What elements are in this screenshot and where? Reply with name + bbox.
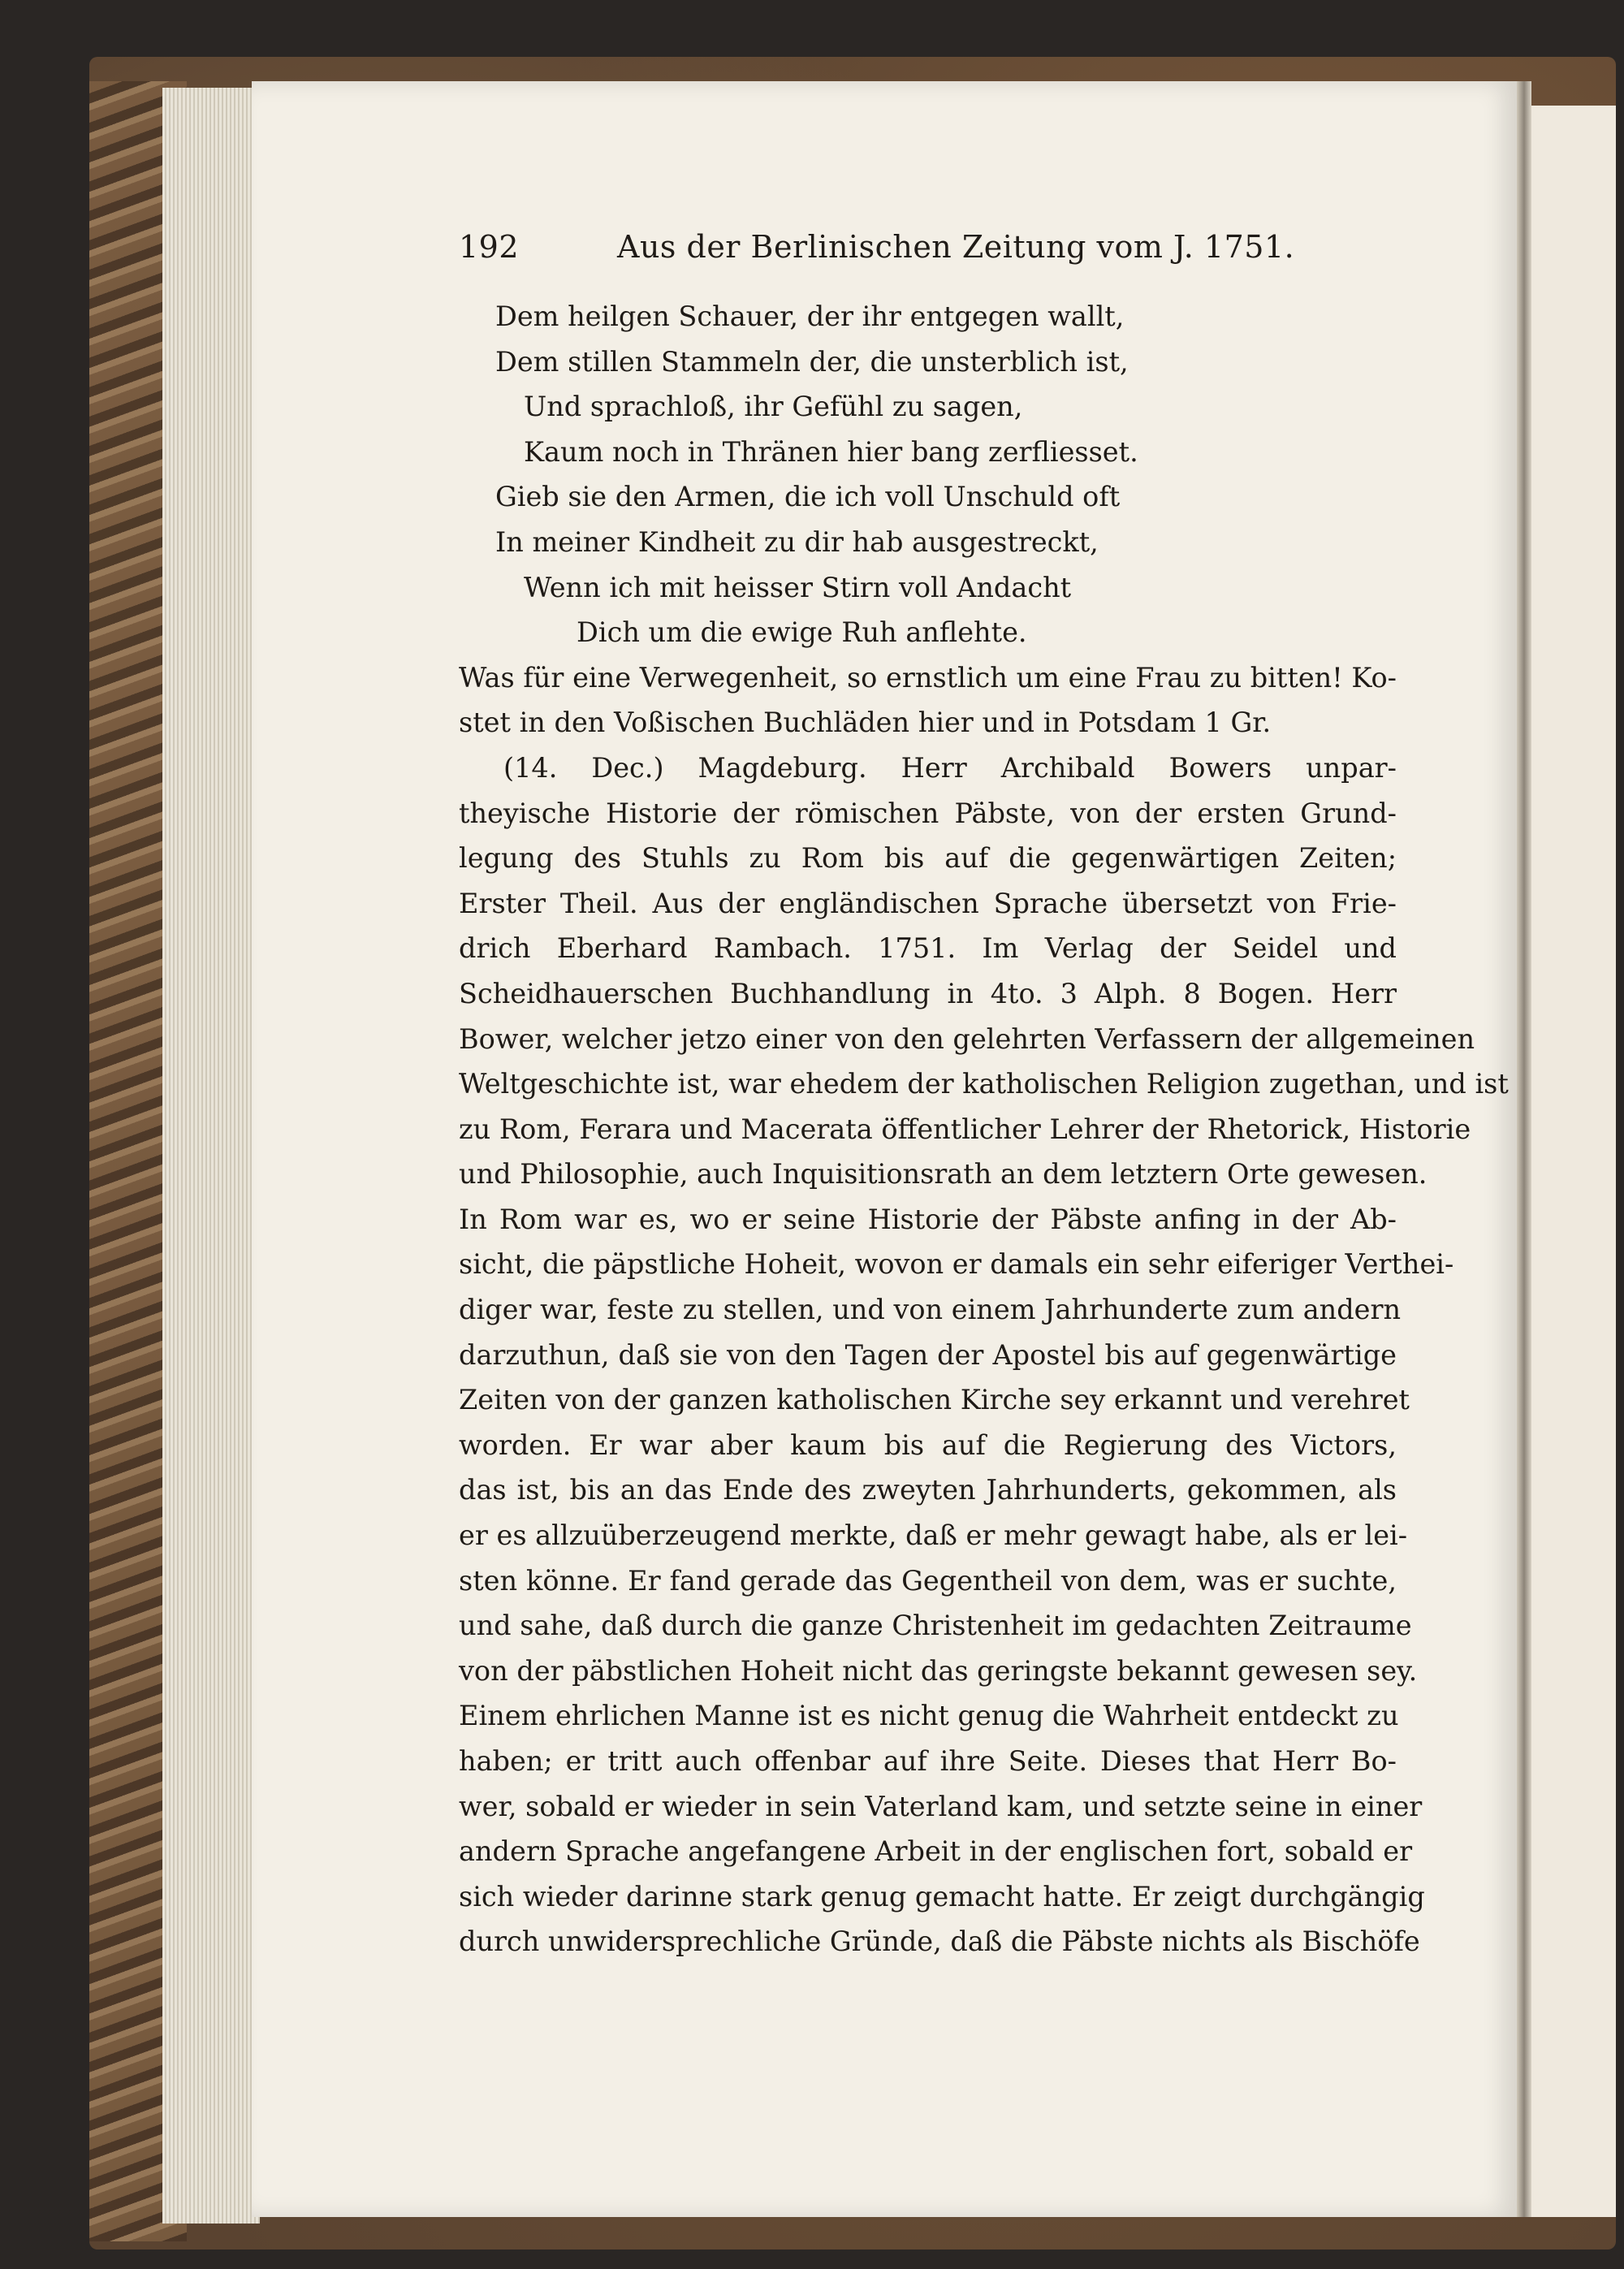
text-line: sich wieder darinne stark genug gemacht hatte. Er zeigt durchgängig	[459, 1880, 1425, 1912]
text-line: Zeiten von der ganzen katholischen Kirche sey erkannt und verehret	[459, 1384, 1410, 1416]
text-line: andern Sprache angefangene Arbeit in der englischen fort, sobald er	[459, 1835, 1413, 1868]
text-line: von der päbstlichen Hoheit nicht das geringste bekannt gewesen sey.	[459, 1654, 1418, 1687]
text-line: Dich um die ewige Ruh anflehte.	[577, 616, 1027, 649]
text-line: stet in den Voßischen Buchläden hier und in Potsdam 1 Gr.	[459, 707, 1272, 739]
page-header	[459, 229, 1397, 278]
text-line: zu Rom, Ferara und Macerata öffentlicher Lehrer der Rhetorick, Historie	[459, 1113, 1471, 1145]
running-title: Aus der Berlinischen Zeitung vom J. 1751.	[617, 229, 1295, 265]
text-line: Einem ehrlichen Manne ist es nicht genug die Wahrheit entdeckt zu	[459, 1700, 1399, 1732]
text-line: diger war, feste zu stellen, und von einem Jahrhunderte zum andern	[459, 1294, 1402, 1326]
text-line: Und sprachloß, ihr Gefühl zu sagen,	[524, 391, 1023, 423]
text-line: und Philosophie, auch Inquisitionsrath an dem letztern Orte gewesen.	[459, 1158, 1427, 1191]
text-line: darzuthun, daß sie von den Tagen der Apostel bis auf gegenwärtige	[459, 1338, 1397, 1371]
text-line: Dem heilgen Schauer, der ihr entgegen wallt,	[495, 300, 1125, 332]
text-line: (14. Dec.) Magdeburg. Herr Archibald Bowers unpar-	[503, 751, 1397, 784]
page-number: 192	[459, 229, 520, 265]
text-line: Dem stillen Stammeln der, die unsterblich ist,	[495, 345, 1129, 378]
page-edges	[162, 88, 260, 2224]
page-gutter	[1517, 81, 1531, 2217]
text-line: Weltgeschichte ist, war ehedem der katholischen Religion zugethan, und ist	[459, 1068, 1509, 1100]
text-line: das ist, bis an das Ende des zweyten Jahrhunderts, gekommen, als	[459, 1474, 1397, 1506]
text-line: In meiner Kindheit zu dir hab ausgestreckt,	[495, 525, 1099, 558]
text-line: theyische Historie der römischen Päbste, von der ersten Grund-	[459, 797, 1397, 829]
text-line: Was für eine Verwegenheit, so ernstlich um eine Frau zu bitten! Ko-	[459, 661, 1397, 694]
text-line: und sahe, daß durch die ganze Christenheit im gedachten Zeitraume	[459, 1610, 1412, 1642]
text-line: sicht, die päpstliche Hoheit, wovon er damals ein sehr eiferiger Verthei-	[459, 1248, 1454, 1281]
text-line: Gieb sie den Armen, die ich voll Unschuld oft	[495, 481, 1121, 513]
page-text	[459, 294, 1509, 1964]
text-line: wer, sobald er wieder in sein Vaterland kam, und setzte seine in einer	[459, 1790, 1423, 1822]
text-line: worden. Er war aber kaum bis auf die Regierung des Victors,	[459, 1428, 1397, 1461]
text-line: durch unwidersprechliche Gründe, daß die Päbste nichts als Bischöfe	[459, 1925, 1420, 1958]
text-line: haben; er tritt auch offenbar auf ihre Seite. Dieses that Herr Bo-	[459, 1745, 1397, 1777]
text-line: Wenn ich mit heisser Stirn voll Andacht	[524, 571, 1072, 603]
facing-page	[1531, 106, 1616, 2217]
text-line: er es allzuüberzeugend merkte, daß er mehr gewagt habe, als er lei-	[459, 1519, 1408, 1552]
text-line: Bower, welcher jetzo einer von den gelehrten Verfassern der allgemeinen	[459, 1022, 1475, 1055]
text-line: Erster Theil. Aus der engländischen Sprache übersetzt von Frie-	[459, 887, 1397, 919]
text-line: legung des Stuhls zu Rom bis auf die gegenwärtigen Zeiten;	[459, 842, 1397, 875]
text-line: sten könne. Er fand gerade das Gegentheil von dem, was er suchte,	[459, 1564, 1397, 1597]
text-line: drich Eberhard Rambach. 1751. Im Verlag der Seidel und	[459, 932, 1397, 965]
text-line: Kaum noch in Thränen hier bang zerfliesset.	[524, 435, 1138, 468]
text-line: In Rom war es, wo er seine Historie der Päbste anfing in der Ab-	[459, 1203, 1397, 1235]
text-line: Scheidhauerschen Buchhandlung in 4to. 3 Alph. 8 Bogen. Herr	[459, 977, 1397, 1009]
